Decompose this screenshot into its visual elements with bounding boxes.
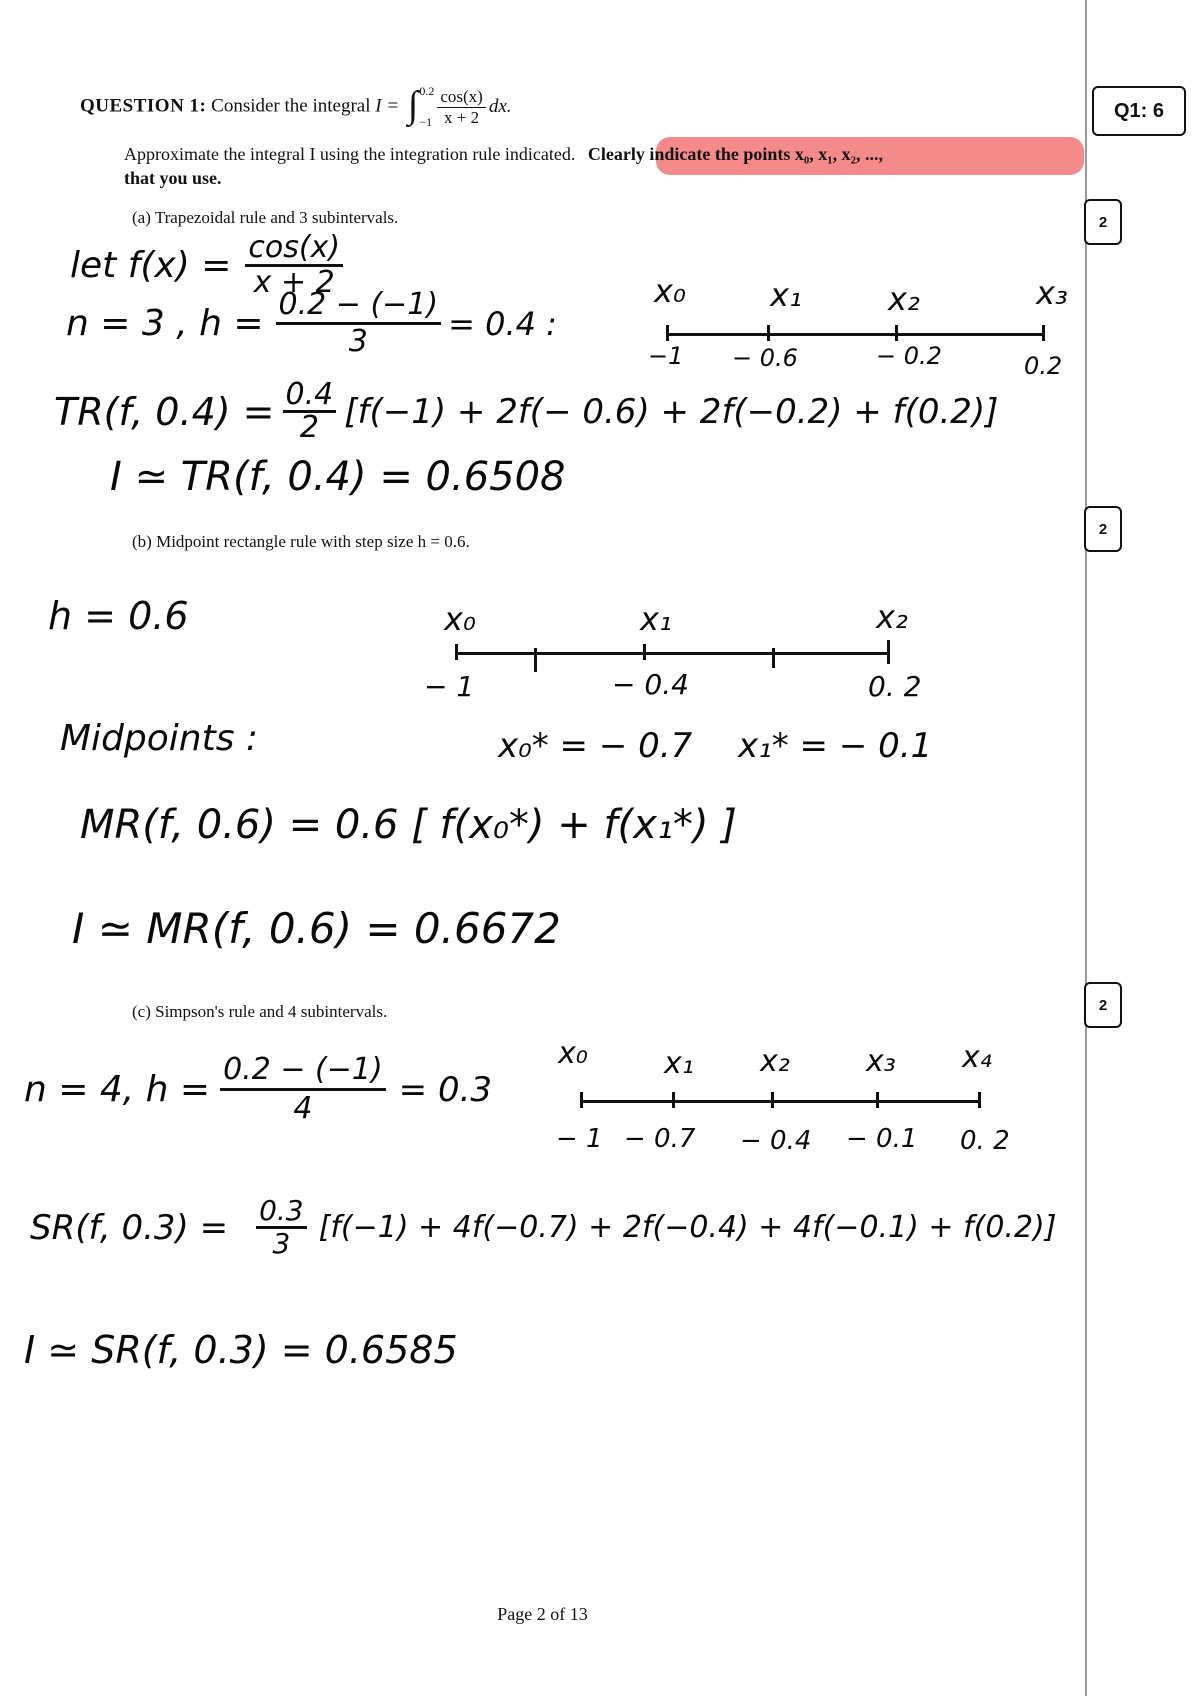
part-c-label: (c): [132, 1002, 151, 1021]
a-node-x1: x₁: [770, 276, 802, 314]
b-tick-label-0: − 1: [424, 670, 475, 703]
part-a-points-box: [1084, 199, 1122, 245]
a-def-den: x + 2: [253, 265, 335, 300]
part-c-points-box: [1084, 982, 1122, 1028]
c-tick-label-1: − 0.7: [624, 1124, 696, 1154]
b-step-size: h = 0.6: [48, 594, 189, 638]
c-h-den: 4: [293, 1091, 313, 1126]
a-result: I ≃ TR(f, 0.4) = 0.6508: [110, 454, 566, 500]
instruction-highlighted: Clearly indicate the points x₀, x₁, x₂, ...,: [587, 144, 884, 164]
part-b-text: Midpoint rectangle rule with step size h = 0.6.: [156, 532, 470, 551]
a-tick-label-0: −1: [648, 342, 684, 370]
b-node-x1: x₁: [640, 600, 672, 638]
part-c-prompt: [132, 1002, 387, 1022]
question-header: [80, 84, 512, 130]
a-tr-coef-den: 2: [299, 410, 319, 445]
c-node-x3: x₃: [866, 1044, 896, 1079]
c-h-fraction: [220, 1052, 386, 1127]
c-node-x2: x₂: [760, 1044, 790, 1079]
a-step-size: [66, 288, 557, 359]
a-h-num: 0.2 − (−1): [276, 288, 442, 325]
c-tick-label-4: 0. 2: [960, 1126, 1010, 1156]
b-mr-formula: MR(f, 0.6) = 0.6 [ f(x₀*) + f(x₁*) ]: [80, 802, 737, 848]
c-tick-label-2: − 0.4: [740, 1126, 812, 1156]
a-tick-label-1: − 0.6: [732, 344, 798, 372]
b-node-x2: x₂: [876, 598, 908, 636]
a-n-h: n = 3 , h =: [66, 303, 264, 344]
instruction-line-2: [124, 166, 222, 190]
a-node-x0: x₀: [654, 272, 686, 310]
b-tick-label-2: 0. 2: [868, 670, 922, 703]
part-c-points: 2: [1098, 996, 1108, 1014]
integral-variable: I =: [375, 95, 400, 117]
c-tick-label-0: − 1: [556, 1124, 603, 1154]
integrand-denominator: x + 2: [444, 107, 480, 127]
a-h-fraction: [276, 288, 442, 359]
c-n-h: n = 4, h =: [24, 1069, 211, 1110]
b-tick-label-1: − 0.4: [612, 668, 689, 701]
integrand-fraction: [437, 87, 485, 128]
a-tick-label-2: − 0.2: [876, 342, 942, 370]
part-b-prompt: [132, 532, 470, 552]
b-result: I ≃ MR(f, 0.6) = 0.6672: [72, 904, 561, 953]
part-a-label: (a): [132, 208, 151, 227]
part-a-text: Trapezoidal rule and 3 subintervals.: [154, 208, 399, 227]
a-def-num: cos(x): [245, 232, 343, 267]
c-node-x0: x₀: [558, 1036, 588, 1071]
c-sr-bracket: [f(−1) + 4f(−0.7) + 2f(−0.4) + 4f(−0.1) + f(0.2)]: [318, 1210, 1057, 1245]
total-score-text: Q1: 6: [1113, 99, 1165, 122]
instruction-main: Approximate the integral I using the integration rule indicated.: [124, 144, 576, 164]
integral-sign: ∫: [407, 84, 419, 126]
a-h-den: 3: [348, 324, 368, 359]
a-tr-coef-num: 0.4: [283, 380, 337, 413]
c-step-size: [24, 1052, 492, 1127]
question-text: Consider the integral: [211, 95, 371, 117]
part-b-label: (b): [132, 532, 152, 551]
right-margin-line: [1085, 0, 1087, 1696]
question-label: QUESTION 1:: [80, 95, 207, 117]
integral-expression: [408, 84, 512, 130]
instruction-tail: that you use.: [124, 168, 222, 188]
part-a-points: 2: [1098, 213, 1108, 231]
c-sr-coef-num: 0.3: [256, 1196, 307, 1229]
page-footer: Page 2 of 13: [497, 1604, 588, 1624]
a-h-result: = 0.4 :: [448, 304, 557, 343]
c-node-x4: x₄: [962, 1040, 992, 1075]
upper-limit: 0.2: [419, 84, 435, 98]
b-node-x0: x₀: [444, 600, 476, 638]
a-tr-formula: TR(f, 0.4) =: [54, 389, 275, 434]
instruction-line-1: [124, 142, 883, 166]
a-trapezoid-formula: [54, 377, 999, 445]
a-def-left: let f(x) =: [70, 245, 232, 286]
c-result: I ≃ SR(f, 0.3) = 0.6585: [24, 1328, 458, 1372]
c-sr-coef-den: 3: [272, 1227, 291, 1260]
integrand-numerator: cos(x): [437, 87, 485, 108]
a-tr-coefficient: [283, 377, 337, 445]
c-h-result: = 0.3: [398, 1069, 493, 1110]
differential: dx.: [488, 96, 512, 117]
total-score-box: [1092, 86, 1186, 136]
lower-limit: −1: [419, 115, 433, 129]
c-h-num: 0.2 − (−1): [220, 1052, 386, 1091]
part-a-prompt: [132, 208, 398, 228]
b-midpoint-1: x₁* = − 0.1: [738, 726, 933, 766]
part-b-points: 2: [1098, 520, 1108, 538]
c-sr-formula: SR(f, 0.3) =: [30, 1207, 229, 1248]
integral-limits: [419, 84, 434, 130]
c-sr-coefficient: [256, 1196, 307, 1259]
c-node-x1: x₁: [664, 1046, 694, 1081]
b-midpoint-0: x₀* = − 0.7: [498, 726, 693, 766]
b-midpoints-label: Midpoints :: [60, 718, 259, 759]
part-b-points-box: [1084, 506, 1122, 552]
c-simpson-formula: [30, 1196, 1056, 1259]
a-tick-label-3: 0.2: [1024, 352, 1063, 380]
part-c-text: Simpson's rule and 4 subintervals.: [155, 1002, 388, 1021]
c-tick-label-3: − 0.1: [846, 1124, 918, 1154]
a-node-x2: x₂: [888, 280, 920, 318]
a-tr-bracket: [f(−1) + 2f(− 0.6) + 2f(−0.2) + f(0.2)]: [344, 391, 999, 432]
a-node-x3: x₃: [1036, 274, 1068, 312]
